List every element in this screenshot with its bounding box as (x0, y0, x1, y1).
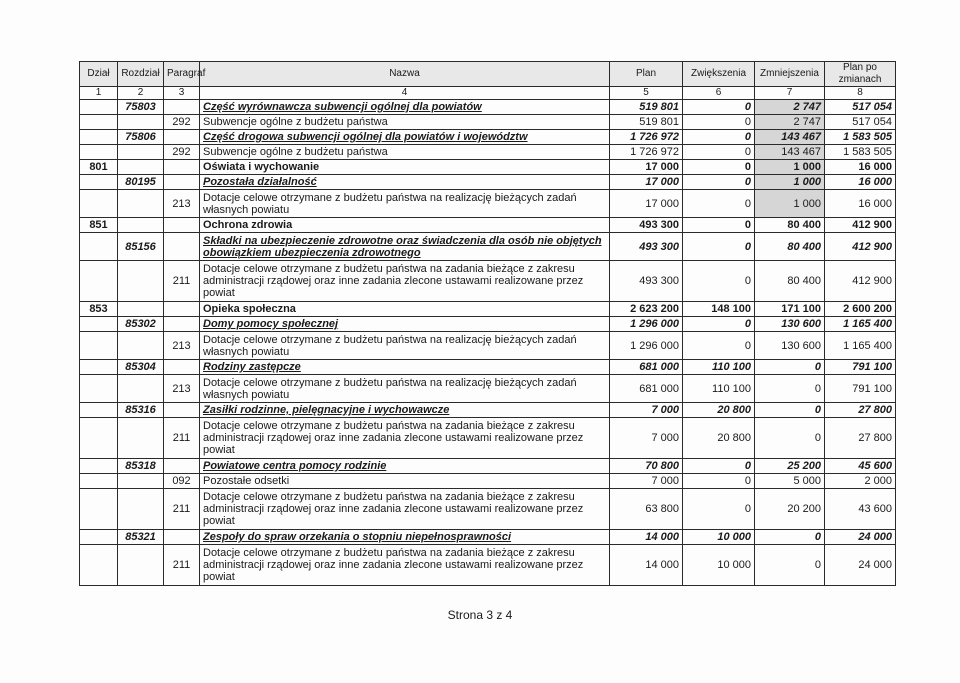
table-row (80, 261, 896, 302)
cell-nazwa: Dotacje celowe otrzymane z budżetu państwa na zadania bieżące z zakresu administracji rządowej oraz inne zadania zlecone ustawami realizowane przez powiat (200, 489, 610, 530)
table-row (80, 302, 896, 317)
table-row (80, 218, 896, 233)
cell-dzial: 853 (80, 302, 118, 317)
cell-nazwa: Opieka społeczna (200, 302, 610, 317)
cell-dzial (80, 530, 118, 545)
cell-zwiekszenia: 0 (683, 489, 755, 530)
cell-dzial (80, 403, 118, 418)
cell-paragraf: 211 (164, 545, 200, 586)
cell-po-zmianach: 16 000 (825, 175, 896, 190)
cell-po-zmianach: 517 054 (825, 115, 896, 130)
cell-plan: 17 000 (610, 190, 683, 218)
cell-nazwa: Dotacje celowe otrzymane z budżetu państwa na realizację bieżących zadań własnych powiatu (200, 332, 610, 360)
header-zmniejszenia: Zmniejszenia (755, 62, 825, 87)
cell-paragraf: 213 (164, 190, 200, 218)
cell-rozdzial (118, 302, 164, 317)
cell-rozdzial (118, 332, 164, 360)
cell-dzial (80, 190, 118, 218)
column-number: 6 (683, 87, 755, 100)
cell-nazwa: Oświata i wychowanie (200, 160, 610, 175)
column-number: 5 (610, 87, 683, 100)
column-number: 1 (80, 87, 118, 100)
cell-zmniejszenia: 143 467 (755, 130, 825, 145)
cell-zwiekszenia: 0 (683, 100, 755, 115)
cell-dzial (80, 175, 118, 190)
cell-dzial (80, 360, 118, 375)
cell-dzial (80, 100, 118, 115)
cell-dzial (80, 332, 118, 360)
cell-po-zmianach: 16 000 (825, 160, 896, 175)
cell-rozdzial: 85316 (118, 403, 164, 418)
cell-rozdzial (118, 545, 164, 586)
cell-zwiekszenia: 0 (683, 332, 755, 360)
cell-po-zmianach: 45 600 (825, 459, 896, 474)
cell-plan: 2 623 200 (610, 302, 683, 317)
cell-paragraf (164, 302, 200, 317)
cell-zmniejszenia: 20 200 (755, 489, 825, 530)
cell-plan: 17 000 (610, 160, 683, 175)
cell-rozdzial (118, 489, 164, 530)
cell-rozdzial (118, 145, 164, 160)
header-rozdzial: Rozdział (118, 62, 164, 87)
table-row (80, 530, 896, 545)
cell-plan: 7 000 (610, 474, 683, 489)
cell-po-zmianach: 517 054 (825, 100, 896, 115)
cell-paragraf: 211 (164, 261, 200, 302)
cell-zmniejszenia: 0 (755, 403, 825, 418)
cell-nazwa: Pozostała działalność (200, 175, 610, 190)
cell-zwiekszenia: 0 (683, 459, 755, 474)
cell-po-zmianach: 412 900 (825, 218, 896, 233)
cell-zwiekszenia: 20 800 (683, 418, 755, 459)
header-po-zmianach: Plan po zmianach (825, 62, 896, 87)
cell-zwiekszenia: 10 000 (683, 530, 755, 545)
cell-plan: 14 000 (610, 545, 683, 586)
cell-plan: 1 296 000 (610, 332, 683, 360)
cell-dzial (80, 261, 118, 302)
cell-rozdzial: 75803 (118, 100, 164, 115)
column-number: 8 (825, 87, 896, 100)
table-row (80, 489, 896, 530)
cell-plan: 681 000 (610, 375, 683, 403)
cell-zwiekszenia: 0 (683, 261, 755, 302)
cell-rozdzial (118, 474, 164, 489)
cell-po-zmianach: 1 583 505 (825, 145, 896, 160)
cell-po-zmianach: 2 000 (825, 474, 896, 489)
cell-paragraf (164, 100, 200, 115)
cell-paragraf: 211 (164, 418, 200, 459)
table-row (80, 403, 896, 418)
cell-dzial: 851 (80, 218, 118, 233)
cell-rozdzial (118, 261, 164, 302)
cell-paragraf: 211 (164, 489, 200, 530)
cell-zwiekszenia: 148 100 (683, 302, 755, 317)
cell-rozdzial: 85318 (118, 459, 164, 474)
cell-zmniejszenia: 2 747 (755, 115, 825, 130)
cell-zmniejszenia: 1 000 (755, 190, 825, 218)
table-row (80, 459, 896, 474)
table-row (80, 145, 896, 160)
cell-plan: 70 800 (610, 459, 683, 474)
cell-zmniejszenia: 0 (755, 360, 825, 375)
cell-po-zmianach: 1 165 400 (825, 332, 896, 360)
cell-nazwa: Część wyrównawcza subwencji ogólnej dla powiatów (200, 100, 610, 115)
cell-rozdzial (118, 115, 164, 130)
cell-paragraf: 292 (164, 145, 200, 160)
column-number: 3 (164, 87, 200, 100)
header-plan: Plan (610, 62, 683, 87)
cell-zmniejszenia: 0 (755, 545, 825, 586)
table-row (80, 190, 896, 218)
cell-plan: 681 000 (610, 360, 683, 375)
cell-zmniejszenia: 130 600 (755, 317, 825, 332)
page-number: Strona 3 z 4 (447, 608, 513, 622)
cell-rozdzial: 80195 (118, 175, 164, 190)
table-row (80, 115, 896, 130)
cell-plan: 519 801 (610, 115, 683, 130)
cell-po-zmianach: 791 100 (825, 375, 896, 403)
cell-paragraf (164, 317, 200, 332)
cell-paragraf: 092 (164, 474, 200, 489)
cell-zmniejszenia: 143 467 (755, 145, 825, 160)
cell-rozdzial (118, 375, 164, 403)
cell-po-zmianach: 27 800 (825, 403, 896, 418)
cell-zwiekszenia: 0 (683, 115, 755, 130)
cell-nazwa: Zespoły do spraw orzekania o stopniu niepełnosprawności (200, 530, 610, 545)
cell-nazwa: Dotacje celowe otrzymane z budżetu państwa na realizację bieżących zadań własnych powiatu (200, 375, 610, 403)
cell-nazwa: Dotacje celowe otrzymane z budżetu państwa na realizację bieżących zadań własnych powiatu (200, 190, 610, 218)
cell-paragraf: 292 (164, 115, 200, 130)
cell-zmniejszenia: 130 600 (755, 332, 825, 360)
cell-plan: 1 726 972 (610, 145, 683, 160)
cell-dzial (80, 145, 118, 160)
table-row (80, 474, 896, 489)
table-row (80, 332, 896, 360)
cell-nazwa: Subwencje ogólne z budżetu państwa (200, 115, 610, 130)
cell-nazwa: Powiatowe centra pomocy rodzinie (200, 459, 610, 474)
cell-paragraf (164, 218, 200, 233)
cell-po-zmianach: 412 900 (825, 261, 896, 302)
table-row (80, 160, 896, 175)
cell-paragraf (164, 233, 200, 261)
cell-zmniejszenia: 5 000 (755, 474, 825, 489)
cell-nazwa: Część drogowa subwencji ogólnej dla powiatów i województw (200, 130, 610, 145)
cell-zwiekszenia: 0 (683, 145, 755, 160)
cell-paragraf (164, 160, 200, 175)
cell-paragraf (164, 130, 200, 145)
cell-zwiekszenia: 20 800 (683, 403, 755, 418)
table-header (80, 62, 896, 87)
cell-plan: 1 296 000 (610, 317, 683, 332)
cell-plan: 7 000 (610, 418, 683, 459)
cell-plan: 493 300 (610, 261, 683, 302)
cell-po-zmianach: 24 000 (825, 545, 896, 586)
cell-plan: 493 300 (610, 233, 683, 261)
cell-zmniejszenia: 80 400 (755, 218, 825, 233)
cell-zmniejszenia: 1 000 (755, 160, 825, 175)
cell-plan: 63 800 (610, 489, 683, 530)
cell-po-zmianach: 1 583 505 (825, 130, 896, 145)
cell-zwiekszenia: 0 (683, 190, 755, 218)
cell-paragraf: 213 (164, 332, 200, 360)
cell-zwiekszenia: 0 (683, 175, 755, 190)
cell-po-zmianach: 1 165 400 (825, 317, 896, 332)
cell-zmniejszenia: 2 747 (755, 100, 825, 115)
cell-nazwa: Pozostałe odsetki (200, 474, 610, 489)
table-row (80, 375, 896, 403)
cell-zmniejszenia: 171 100 (755, 302, 825, 317)
cell-rozdzial: 85156 (118, 233, 164, 261)
header-nazwa: Nazwa (200, 62, 610, 87)
cell-zwiekszenia: 0 (683, 130, 755, 145)
cell-plan: 7 000 (610, 403, 683, 418)
cell-po-zmianach: 27 800 (825, 418, 896, 459)
cell-paragraf (164, 530, 200, 545)
cell-dzial: 801 (80, 160, 118, 175)
table-row (80, 360, 896, 375)
cell-zmniejszenia: 25 200 (755, 459, 825, 474)
table-row (80, 233, 896, 261)
cell-nazwa: Domy pomocy społecznej (200, 317, 610, 332)
cell-nazwa: Dotacje celowe otrzymane z budżetu państwa na zadania bieżące z zakresu administracji rządowej oraz inne zadania zlecone ustawami realizowane przez powiat (200, 418, 610, 459)
cell-dzial (80, 459, 118, 474)
cell-zwiekszenia: 0 (683, 160, 755, 175)
cell-paragraf (164, 360, 200, 375)
cell-zwiekszenia: 110 100 (683, 360, 755, 375)
table-column-numbers (80, 87, 896, 100)
cell-paragraf: 213 (164, 375, 200, 403)
cell-rozdzial: 85304 (118, 360, 164, 375)
cell-rozdzial (118, 190, 164, 218)
table-row (80, 317, 896, 332)
cell-zmniejszenia: 0 (755, 530, 825, 545)
cell-zwiekszenia: 110 100 (683, 375, 755, 403)
cell-nazwa: Dotacje celowe otrzymane z budżetu państwa na zadania bieżące z zakresu administracji rządowej oraz inne zadania zlecone ustawami realizowane przez powiat (200, 545, 610, 586)
cell-zwiekszenia: 0 (683, 218, 755, 233)
table-row (80, 418, 896, 459)
header-zwiekszenia: Zwiększenia (683, 62, 755, 87)
cell-zmniejszenia: 0 (755, 418, 825, 459)
cell-po-zmianach: 24 000 (825, 530, 896, 545)
cell-rozdzial: 85321 (118, 530, 164, 545)
cell-plan: 519 801 (610, 100, 683, 115)
cell-zwiekszenia: 10 000 (683, 545, 755, 586)
cell-plan: 493 300 (610, 218, 683, 233)
cell-dzial (80, 130, 118, 145)
cell-paragraf (164, 459, 200, 474)
cell-zwiekszenia: 0 (683, 474, 755, 489)
cell-dzial (80, 418, 118, 459)
cell-po-zmianach: 2 600 200 (825, 302, 896, 317)
cell-nazwa: Rodziny zastępcze (200, 360, 610, 375)
header-paragraf: Paragraf (164, 62, 200, 87)
cell-po-zmianach: 43 600 (825, 489, 896, 530)
cell-zmniejszenia: 0 (755, 375, 825, 403)
cell-rozdzial (118, 218, 164, 233)
cell-nazwa: Subwencje ogólne z budżetu państwa (200, 145, 610, 160)
cell-po-zmianach: 16 000 (825, 190, 896, 218)
table-row (80, 545, 896, 586)
cell-dzial (80, 233, 118, 261)
cell-dzial (80, 317, 118, 332)
cell-nazwa: Ochrona zdrowia (200, 218, 610, 233)
cell-nazwa: Dotacje celowe otrzymane z budżetu państwa na zadania bieżące z zakresu administracji rządowej oraz inne zadania zlecone ustawami realizowane przez powiat (200, 261, 610, 302)
cell-zwiekszenia: 0 (683, 233, 755, 261)
cell-paragraf (164, 175, 200, 190)
cell-plan: 14 000 (610, 530, 683, 545)
table-row (80, 130, 896, 145)
table-row (80, 175, 896, 190)
cell-nazwa: Składki na ubezpieczenie zdrowotne oraz świadczenia dla osób nie objętych obowiązkiem ubezpieczenia zdrowotnego (200, 233, 610, 261)
cell-rozdzial (118, 418, 164, 459)
column-number: 4 (200, 87, 610, 100)
cell-nazwa: Zasiłki rodzinne, pielęgnacyjne i wychowawcze (200, 403, 610, 418)
cell-dzial (80, 474, 118, 489)
column-number: 2 (118, 87, 164, 100)
cell-zwiekszenia: 0 (683, 317, 755, 332)
budget-table (79, 61, 896, 586)
cell-rozdzial (118, 160, 164, 175)
cell-zmniejszenia: 1 000 (755, 175, 825, 190)
cell-dzial (80, 375, 118, 403)
table-row (80, 100, 896, 115)
header-dzial: Dział (80, 62, 118, 87)
cell-po-zmianach: 791 100 (825, 360, 896, 375)
cell-plan: 17 000 (610, 175, 683, 190)
cell-dzial (80, 545, 118, 586)
cell-plan: 1 726 972 (610, 130, 683, 145)
cell-paragraf (164, 403, 200, 418)
cell-zmniejszenia: 80 400 (755, 261, 825, 302)
cell-dzial (80, 489, 118, 530)
cell-po-zmianach: 412 900 (825, 233, 896, 261)
cell-zmniejszenia: 80 400 (755, 233, 825, 261)
cell-rozdzial: 85302 (118, 317, 164, 332)
column-number: 7 (755, 87, 825, 100)
cell-rozdzial: 75806 (118, 130, 164, 145)
cell-dzial (80, 115, 118, 130)
